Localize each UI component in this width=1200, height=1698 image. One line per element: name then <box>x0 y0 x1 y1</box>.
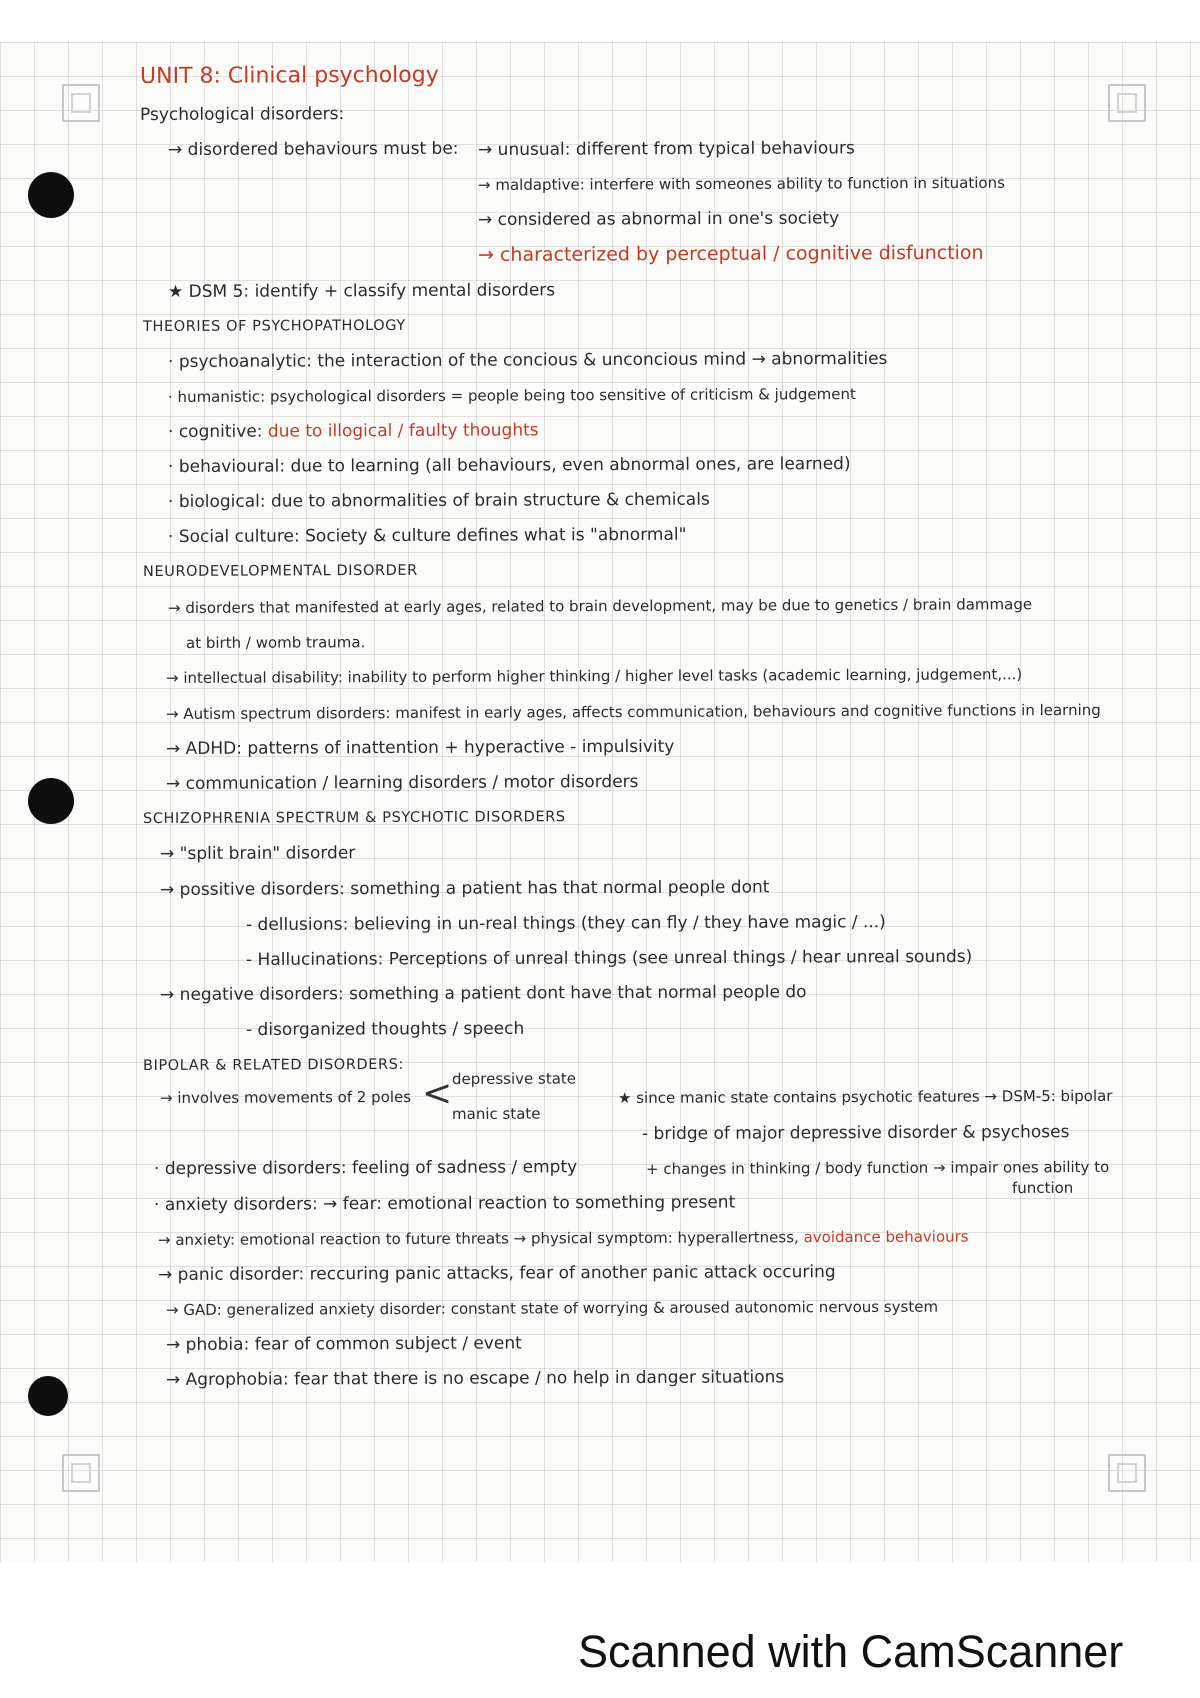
scan-corner-marker-bottom-right <box>1108 1454 1146 1492</box>
note-line: · psychoanalytic: the interaction of the concious & unconcious mind → abnormalities <box>167 348 888 372</box>
note-line: → Agrophobia: fear that there is no escape / no help in danger situations <box>165 1367 785 1390</box>
note-line: - Hallucinations: Perceptions of unreal things (see unreal things / hear unreal sounds) <box>245 946 973 970</box>
note-line: · Social culture: Society & culture defines what is "abnormal" <box>167 524 687 547</box>
note-line: → communication / learning disorders / motor disorders <box>165 771 639 794</box>
note-line: → unusual: different from typical behaviours <box>477 138 855 160</box>
note-line: → panic disorder: reccuring panic attacks, fear of another panic attack occuring <box>157 1262 836 1285</box>
note-line: → involves movements of 2 poles <box>159 1087 412 1107</box>
note-line: function <box>1011 1178 1074 1197</box>
note-line-highlight: → characterized by perceptual / cognitive disfunction <box>477 241 984 266</box>
note-line: → Autism spectrum disorders: manifest in early ages, affects communication, behaviours and cognitive functions in learning <box>165 700 1101 723</box>
section-heading: SCHIZOPHRENIA SPECTRUM & PSYCHOTIC DISORDERS <box>142 809 566 827</box>
note-line: · humanistic: psychological disorders = people being too sensitive of criticism & judgement <box>167 384 856 406</box>
note-line: → disorders that manifested at early ages, related to brain development, may be due to genetics / brain dammage <box>167 595 1033 617</box>
note-line <box>158 1225 969 1251</box>
note-line: + changes in thinking / body function → impair ones ability to <box>645 1157 1110 1178</box>
note-highlight: avoidance behaviours <box>803 1227 969 1247</box>
note-line: depressive state <box>451 1069 577 1088</box>
note-label: · cognitive: <box>167 421 263 442</box>
note-line: · biological: due to abnormalities of brain structure & chemicals <box>167 489 710 512</box>
section-heading: NEURODEVELOPMENTAL DISORDER <box>142 562 418 580</box>
note-line: at birth / womb trauma. <box>185 633 366 652</box>
note-line: - bridge of major depressive disorder & psychoses <box>641 1122 1070 1144</box>
brace-symbol: < <box>422 1073 453 1114</box>
note-line: → "split brain" disorder <box>159 843 356 864</box>
note-line: · depressive disorders: feeling of sadness / empty <box>153 1157 578 1179</box>
note-line: → maldaptive: interfere with someones ability to function in situations <box>477 173 1005 194</box>
note-line: · behavioural: due to learning (all behaviours, even abnormal ones, are learned) <box>167 454 851 477</box>
note-line: manic state <box>451 1104 541 1123</box>
note-line: ★ DSM 5: identify + classify mental disorders <box>167 280 556 302</box>
note-line: → considered as abnormal in one's society <box>477 208 840 230</box>
punch-hole-top <box>28 172 74 218</box>
note-line: - disorganized thoughts / speech <box>245 1018 525 1040</box>
note-line: ★ since manic state contains psychotic features → DSM-5: bipolar <box>617 1086 1113 1107</box>
section-heading: THEORIES OF PSYCHOPATHOLOGY <box>142 317 406 335</box>
scan-corner-marker-bottom-left <box>62 1454 100 1492</box>
note-line <box>168 419 539 443</box>
section-heading: BIPOLAR & RELATED DISORDERS: <box>142 1056 405 1074</box>
note-line: → phobia: fear of common subject / event <box>165 1333 522 1355</box>
punch-hole-bottom <box>28 1376 68 1416</box>
scanner-watermark: Scanned with CamScanner <box>578 1626 1124 1677</box>
note-line: → GAD: generalized anxiety disorder: constant state of worrying & aroused autonomic nervous system <box>165 1297 939 1319</box>
scan-corner-marker-top-left <box>62 84 100 122</box>
note-line: → disordered behaviours must be: <box>167 138 459 160</box>
punch-hole-middle <box>28 778 74 824</box>
note-text: → anxiety: emotional reaction to future threats → physical symptom: hyperallertness, <box>157 1228 799 1249</box>
section-heading: Psychological disorders: <box>139 104 345 125</box>
note-line: → intellectual disability: inability to perform higher thinking / higher level tasks (academic learning, judgement,...) <box>165 665 1023 687</box>
note-line: · anxiety disorders: → fear: emotional reaction to something present <box>153 1192 736 1215</box>
note-highlight: due to illogical / faulty thoughts <box>267 420 539 442</box>
note-line: → ADHD: patterns of inattention + hyperactive - impulsivity <box>165 736 675 759</box>
scan-corner-marker-top-right <box>1108 84 1146 122</box>
note-line: → possitive disorders: something a patient has that normal people dont <box>159 877 770 900</box>
note-line: - dellusions: believing in un-real things (they can fly / they have magic / ...) <box>245 912 886 935</box>
note-line: → negative disorders: something a patient dont have that normal people do <box>159 982 807 1005</box>
page-title: UNIT 8: Clinical psychology <box>139 62 439 89</box>
